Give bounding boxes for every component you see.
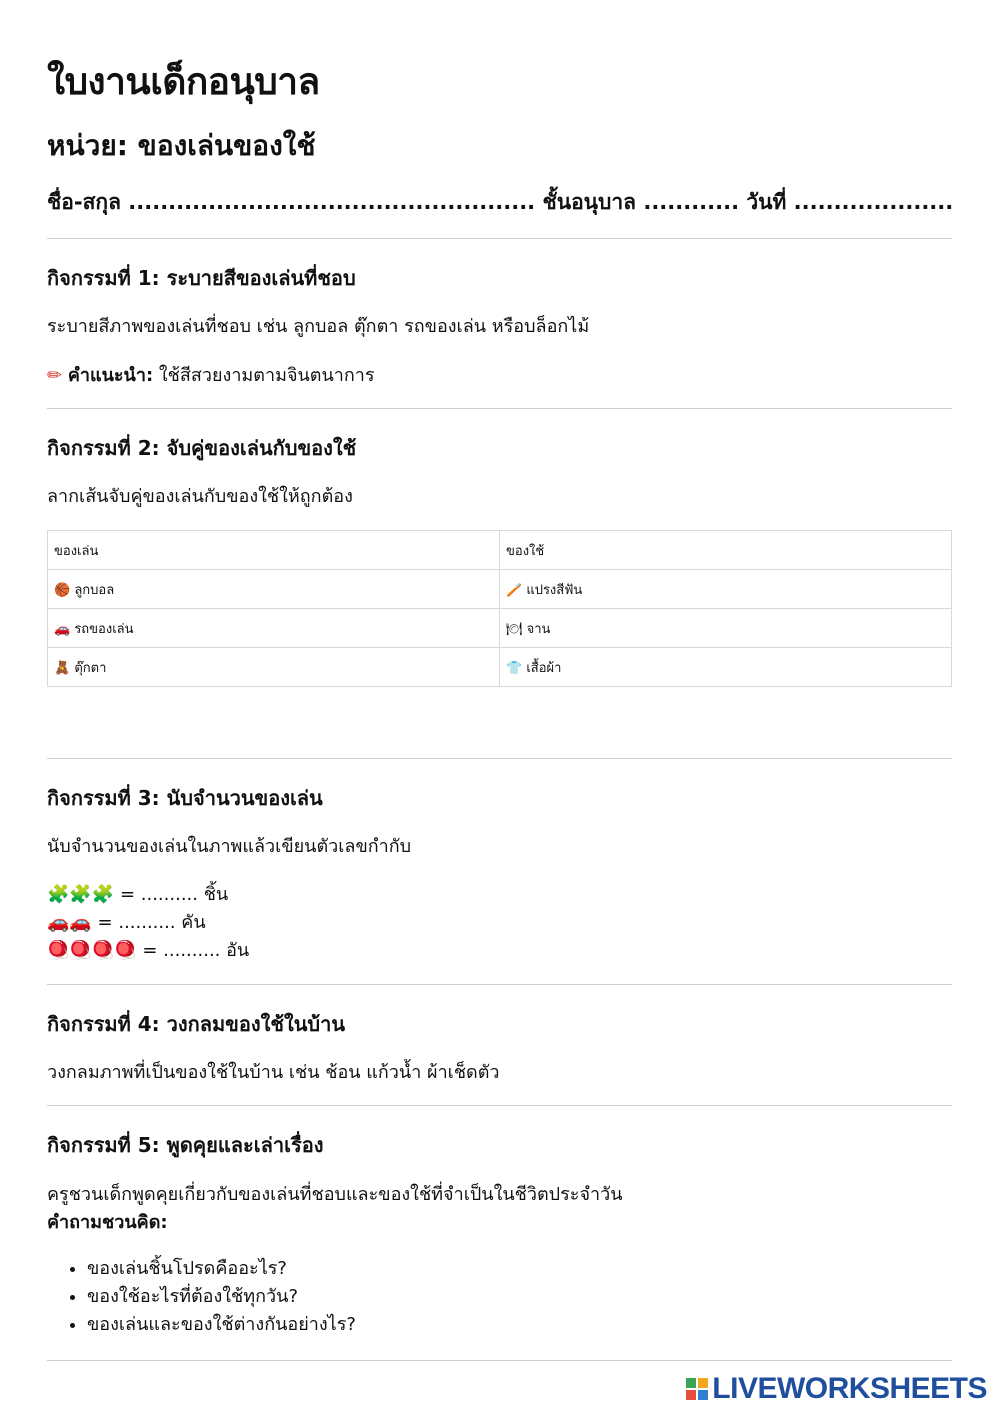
table-row — [48, 570, 952, 609]
list-item: • ของเล่นและของใช้ต่างกันอย่างไร? — [87, 1311, 356, 1339]
toy-cell[interactable]: 🧸 ตุ๊กตา — [48, 648, 500, 687]
activity2-text: ลากเส้นจับคู่ของเล่นกับของใช้ให้ถูกต้อง — [47, 486, 353, 507]
activity3-title: กิจกรรมที่ 3: นับจำนวนของเล่น — [47, 786, 323, 810]
logo-square — [698, 1378, 708, 1388]
divider — [47, 1105, 952, 1106]
count-line-car: 🚗🚗 = .......... คัน — [47, 912, 206, 933]
logo-square — [698, 1390, 708, 1400]
divider — [47, 238, 952, 239]
divider — [47, 758, 952, 759]
list-item: • ของใช้อะไรที่ต้องใช้ทุกวัน? — [87, 1283, 356, 1311]
student-info-line: ชื่อ-สกุล ................................................... ชั้นอนุบาล ............ วันที่ .................... — [47, 190, 954, 214]
pencil-icon: ✏ — [47, 365, 63, 386]
activity3-text: นับจำนวนของเล่นในภาพแล้วเขียนตัวเลขกำกับ — [47, 836, 412, 857]
table-row — [48, 648, 952, 687]
activity4-text: วงกลมภาพที่เป็นของใช้ในบ้าน เช่น ช้อน แก้วน้ำ ผ้าเช็ดตัว — [47, 1062, 500, 1083]
activity2-title: กิจกรรมที่ 2: จับคู่ของเล่นกับของใช้ — [47, 436, 357, 460]
table-header-row — [48, 531, 952, 570]
divider — [47, 1360, 952, 1361]
liveworksheets-logo-icon — [686, 1378, 708, 1400]
brand-name: LIVEWORKSHEETS — [712, 1372, 987, 1405]
activity1-title: กิจกรรมที่ 1: ระบายสีของเล่นที่ชอบ — [47, 266, 356, 290]
item-cell[interactable]: 🍽 จาน — [500, 609, 952, 648]
activity4-title: กิจกรรมที่ 4: วงกลมของใช้ในบ้าน — [47, 1012, 345, 1036]
activity1-text: ระบายสีภาพของเล่นที่ชอบ เช่น ลูกบอล ตุ๊กตา รถของเล่น หรือบล็อกไม้ — [47, 316, 590, 337]
brand-footer — [686, 1372, 987, 1406]
table-header-cell: ของเล่น — [48, 531, 500, 570]
item-cell[interactable]: 👕 เสื้อผ้า — [500, 648, 952, 687]
count-line-puzzle: 🧩🧩🧩 = .......... ชิ้น — [47, 884, 229, 905]
question-list — [47, 1255, 356, 1339]
logo-square — [686, 1378, 696, 1388]
activity1-tip — [47, 360, 375, 389]
question-label: คำถามชวนคิด: — [47, 1212, 168, 1233]
unit-title: หน่วย: ของเล่นของใช้ — [47, 129, 316, 162]
matching-table — [47, 530, 952, 687]
count-line-yoyo: 🪀🪀🪀🪀 = .......... อัน — [47, 940, 250, 961]
logo-square — [686, 1390, 696, 1400]
activity5-text: ครูชวนเด็กพูดคุยเกี่ยวกับของเล่นที่ชอบและของใช้ที่จำเป็นในชีวิตประจำวัน — [47, 1184, 623, 1205]
table-header-cell: ของใช้ — [500, 531, 952, 570]
page-title: ใบงานเด็กอนุบาล — [47, 60, 320, 103]
toy-cell[interactable]: 🏀 ลูกบอล — [48, 570, 500, 609]
toy-cell[interactable]: 🚗 รถของเล่น — [48, 609, 500, 648]
divider — [47, 408, 952, 409]
divider — [47, 984, 952, 985]
activity5-title: กิจกรรมที่ 5: พูดคุยและเล่าเรื่อง — [47, 1133, 324, 1157]
list-item: • ของเล่นชิ้นโปรดคืออะไร? — [87, 1255, 356, 1283]
tip-text: ใช้สีสวยงามตามจินตนาการ — [153, 365, 375, 386]
table-row — [48, 609, 952, 648]
tip-label: คำแนะนำ: — [67, 365, 154, 386]
item-cell[interactable]: 🪥 แปรงสีฟัน — [500, 570, 952, 609]
